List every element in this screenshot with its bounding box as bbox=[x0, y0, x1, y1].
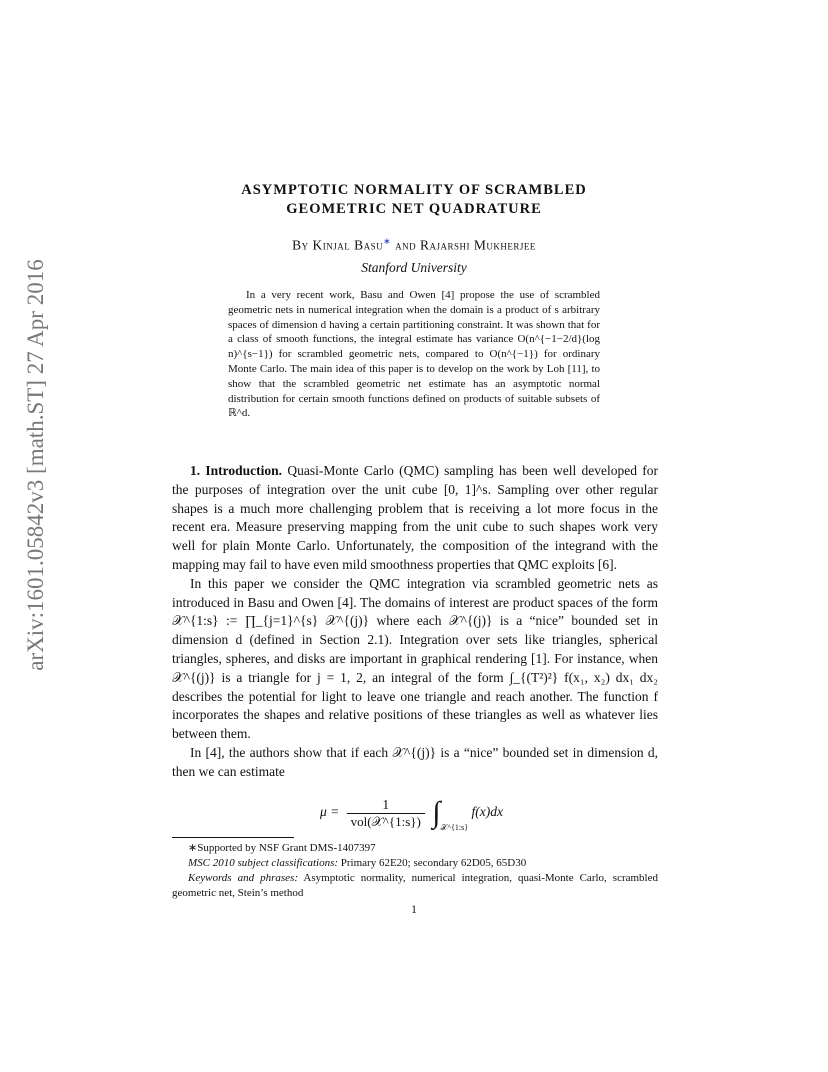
integral-domain: 𝒳^{1:s} bbox=[440, 823, 469, 833]
abstract bbox=[228, 288, 600, 421]
footnote-msc-text: Primary 62E20; secondary 62D05, 65D30 bbox=[340, 857, 527, 869]
title-line-2: GEOMETRIC NET QUADRATURE bbox=[286, 201, 542, 217]
author-footnote-mark[interactable]: ∗ bbox=[383, 236, 392, 246]
equation-fraction bbox=[347, 797, 425, 830]
page-number: 1 bbox=[411, 902, 417, 916]
equation-numerator: 1 bbox=[347, 797, 425, 814]
paragraph-1-text: Quasi-Monte Carlo (QMC) sampling has been well developed for the purposes of integration over the unit cube [0, 1]^s. Sampling over other regular shapes is a much more challenging problem that is receiving a lot more focus in the recent era. Measure preserving mapping from the unit cube to such shapes work very well for plain Monte Carlo. Unfortunately, the composition of the integrand with the mapping may fail to have even mild smoothness properties that QMC exploits [6]. bbox=[172, 463, 658, 572]
footnote-keywords-text: Asymptotic normality, numerical integration, quasi-Monte Carlo, scrambled geometric net, Stein’s method bbox=[172, 872, 658, 899]
equation-lhs: μ = bbox=[320, 804, 340, 820]
affiliation: Stanford University bbox=[361, 260, 467, 275]
equation-integrand: f(x)dx bbox=[471, 804, 503, 820]
footnote-msc-label: MSC 2010 subject classifications: bbox=[188, 857, 339, 869]
author-line bbox=[0, 236, 828, 254]
integral-sign: ∫ bbox=[432, 796, 441, 829]
footnote-rule bbox=[172, 837, 294, 838]
paragraph-3: In [4], the authors show that if each 𝒳^{(j)} is a “nice” bounded set in dimension d, then we can estimate bbox=[172, 744, 658, 779]
abstract-text: In a very recent work, Basu and Owen [4] propose the use of scrambled geometric nets in numerical integration when the domain is a product of s arbitrary spaces of dimension d having a certain partitioning constraint. It was shown that for a class of smooth functions, the integral estimate has variance O(n^{−1−2/d}(log n)^{s−1}) for scrambled geometric nets, compared to O(n^{−1}) for ordinary Monte Carlo. The main idea of this paper is to develop on the work by Loh [11], to show that the scrambled geometric net estimate has an asymptotic normal distribution for certain smooth functions defined on products of suitable subsets of ℝ^d. bbox=[228, 289, 600, 420]
paper-title bbox=[0, 181, 828, 219]
authors-and: and bbox=[395, 237, 417, 253]
author-1: Kinjal Basu bbox=[312, 237, 384, 253]
arxiv-stamp: arXiv:1601.05842v3 [math.ST] 27 Apr 2016 bbox=[23, 259, 48, 671]
section-heading: 1. Introduction. bbox=[190, 463, 283, 478]
authors-by: By bbox=[292, 237, 309, 253]
footnote-grant: ∗Supported by NSF Grant DMS-1407397 bbox=[188, 842, 376, 854]
equation-denominator: vol(𝒳^{1:s}) bbox=[350, 813, 421, 829]
title-line-1: ASYMPTOTIC NORMALITY OF SCRAMBLED bbox=[241, 182, 587, 198]
paragraph-2: In this paper we consider the QMC integration via scrambled geometric nets as introduced in Basu and Owen [4]. The domains of interest are product spaces of the form 𝒳^{1:s} := ∏_{j=1}^{s} 𝒳^{(j)} where each 𝒳^{(j)} is a “nice” bounded set in dimension d (defined in Section 2.1). Integration over sets like triangles, spherical triangles, spheres, and disks are important in graphical rendering [1]. For instance, when 𝒳^{(j)} is a triangle for j = 1, 2, an integral of the form ∫_{(T²)²} f(x₁, x₂) dx₁ dx₂ describes the potential for light to leave one triangle and reach another. The function f incorporates the shapes and relative positions of these triangles as well as whatever lies between them. bbox=[172, 575, 658, 742]
footnote-keywords bbox=[172, 871, 658, 901]
body-text bbox=[172, 462, 658, 782]
author-2: Rajarshi Mukherjee bbox=[419, 237, 536, 253]
footnote-keywords-label: Keywords and phrases: bbox=[188, 872, 299, 884]
footnote-msc bbox=[172, 856, 658, 871]
footnotes bbox=[172, 841, 658, 901]
paragraph-1 bbox=[172, 462, 658, 575]
display-equation bbox=[320, 796, 503, 833]
